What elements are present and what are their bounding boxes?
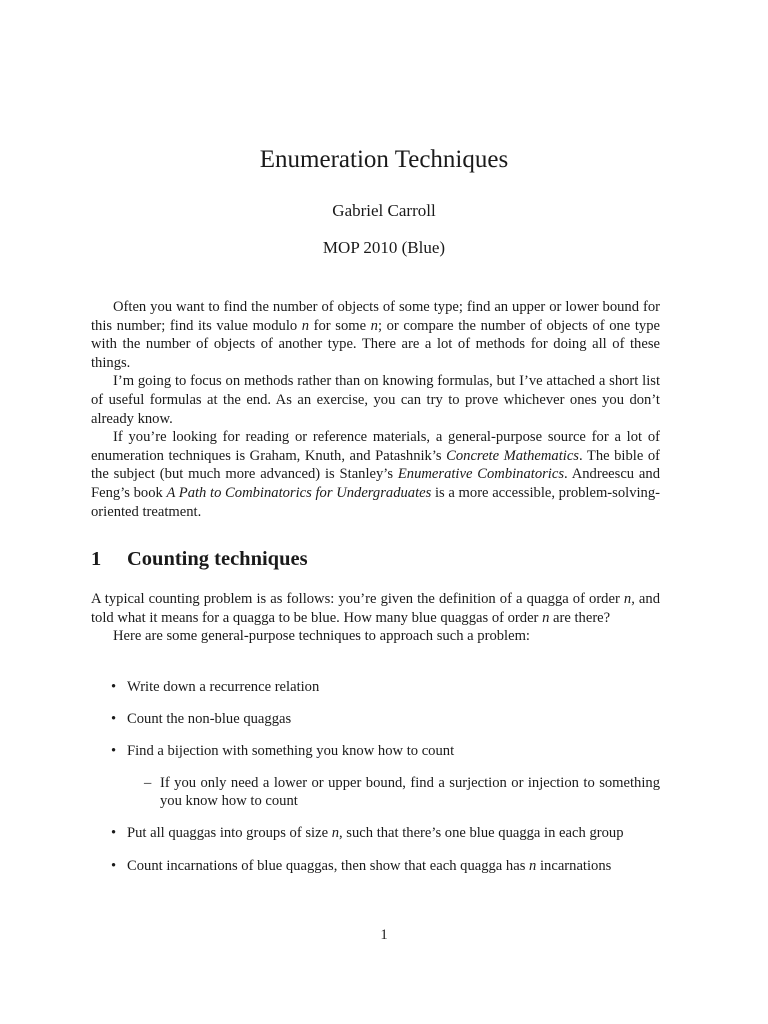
list-item-text (127, 825, 624, 841)
section-paragraph-1 (91, 590, 660, 627)
bullet-marker: • (111, 743, 117, 760)
text-run: Put all quaggas into groups of size (127, 825, 332, 842)
text-run: , and told what it means for a quagga to be blue. How many blue quaggas of order (91, 591, 660, 626)
section-heading (91, 548, 308, 571)
section-paragraph-2: Here are some general-purpose techniques to approach such a problem: (113, 628, 530, 645)
dash-marker: – (144, 774, 152, 791)
book-title: Enumerative Combinatorics (397, 466, 565, 483)
list-item (91, 678, 660, 697)
intro-section (91, 298, 660, 521)
text-run: ; or compare the number of objects of one type with the number of objects of another type. There are a lot of methods for doing all of these things. (91, 317, 660, 371)
math-variable: n (370, 317, 378, 334)
sub-list-item (127, 774, 660, 811)
section-number: 1 (91, 548, 102, 570)
author-name: Gabriel Carroll (332, 201, 436, 220)
text-run: A typical counting problem is as follows: you’re given the definition of a quagga of order (91, 591, 624, 607)
math-variable: n (529, 857, 537, 874)
bullet-marker: • (111, 857, 117, 874)
sub-list (127, 774, 660, 811)
list-item-text: Write down a recurrence relation (127, 679, 320, 695)
list-item-text: Find a bijection with something you know how to count (127, 743, 455, 760)
text-run: If you’re looking for reading or reference materials, a general-purpose source for a lot of enumeration techniques is Graham, Knuth, and Patashnik’s (91, 429, 660, 464)
text-run: . The bible of the subject (but much more advanced) is Stanley’s (91, 447, 660, 483)
intro-paragraph-2: I’m going to focus on methods rather than on knowing formulas, but I’ve attached a short list of useful formulas at the end. As an exercise, you can try to prove whichever ones you don’t already know. (91, 373, 660, 427)
text-run: . Andreescu and Feng’s book (91, 466, 660, 501)
math-variable: n (623, 591, 632, 607)
list-item (91, 824, 660, 843)
list-item (91, 710, 660, 729)
intro-paragraph-3 (91, 428, 660, 521)
book-title: Concrete Mathematics (446, 447, 579, 464)
list-item (91, 857, 660, 876)
text-run: is a more accessible, problem-solving-oriented treatment. (91, 484, 661, 520)
sub-list-item-text: If you only need a lower or upper bound, find a surjection or injection to something you know how to count (160, 774, 660, 810)
section-title: Counting techniques (127, 548, 308, 570)
bullet-marker: • (111, 711, 117, 728)
technique-list (91, 678, 660, 889)
intro-paragraph-1 (91, 298, 660, 372)
event-label: MOP 2010 (Blue) (322, 238, 446, 257)
list-item (91, 742, 660, 811)
list-item-text (127, 858, 611, 874)
section-body (91, 590, 660, 646)
text-run: Count incarnations of blue quaggas, then show that each quagga has (127, 857, 530, 874)
math-variable: n (542, 609, 550, 626)
list-item-text: Count the non-blue quaggas (127, 711, 292, 728)
math-variable: n (331, 825, 339, 842)
book-title: A Path to Combinatorics for Undergraduates (166, 484, 432, 501)
math-variable: n (301, 317, 310, 334)
text-run: Often you want to find the number of objects of some type; find an upper or lower bound for this number; find its value modulo (91, 299, 660, 334)
text-run: for some (309, 317, 371, 334)
paper-title: Enumeration Techniques (259, 146, 509, 173)
page-number: 1 (380, 927, 388, 943)
bullet-marker: • (111, 679, 117, 695)
text-run: , such that there’s one blue quagga in each group (339, 825, 624, 842)
text-run: are there? (549, 609, 611, 626)
bullet-marker: • (111, 825, 117, 842)
text-run: incarnations (536, 857, 612, 874)
